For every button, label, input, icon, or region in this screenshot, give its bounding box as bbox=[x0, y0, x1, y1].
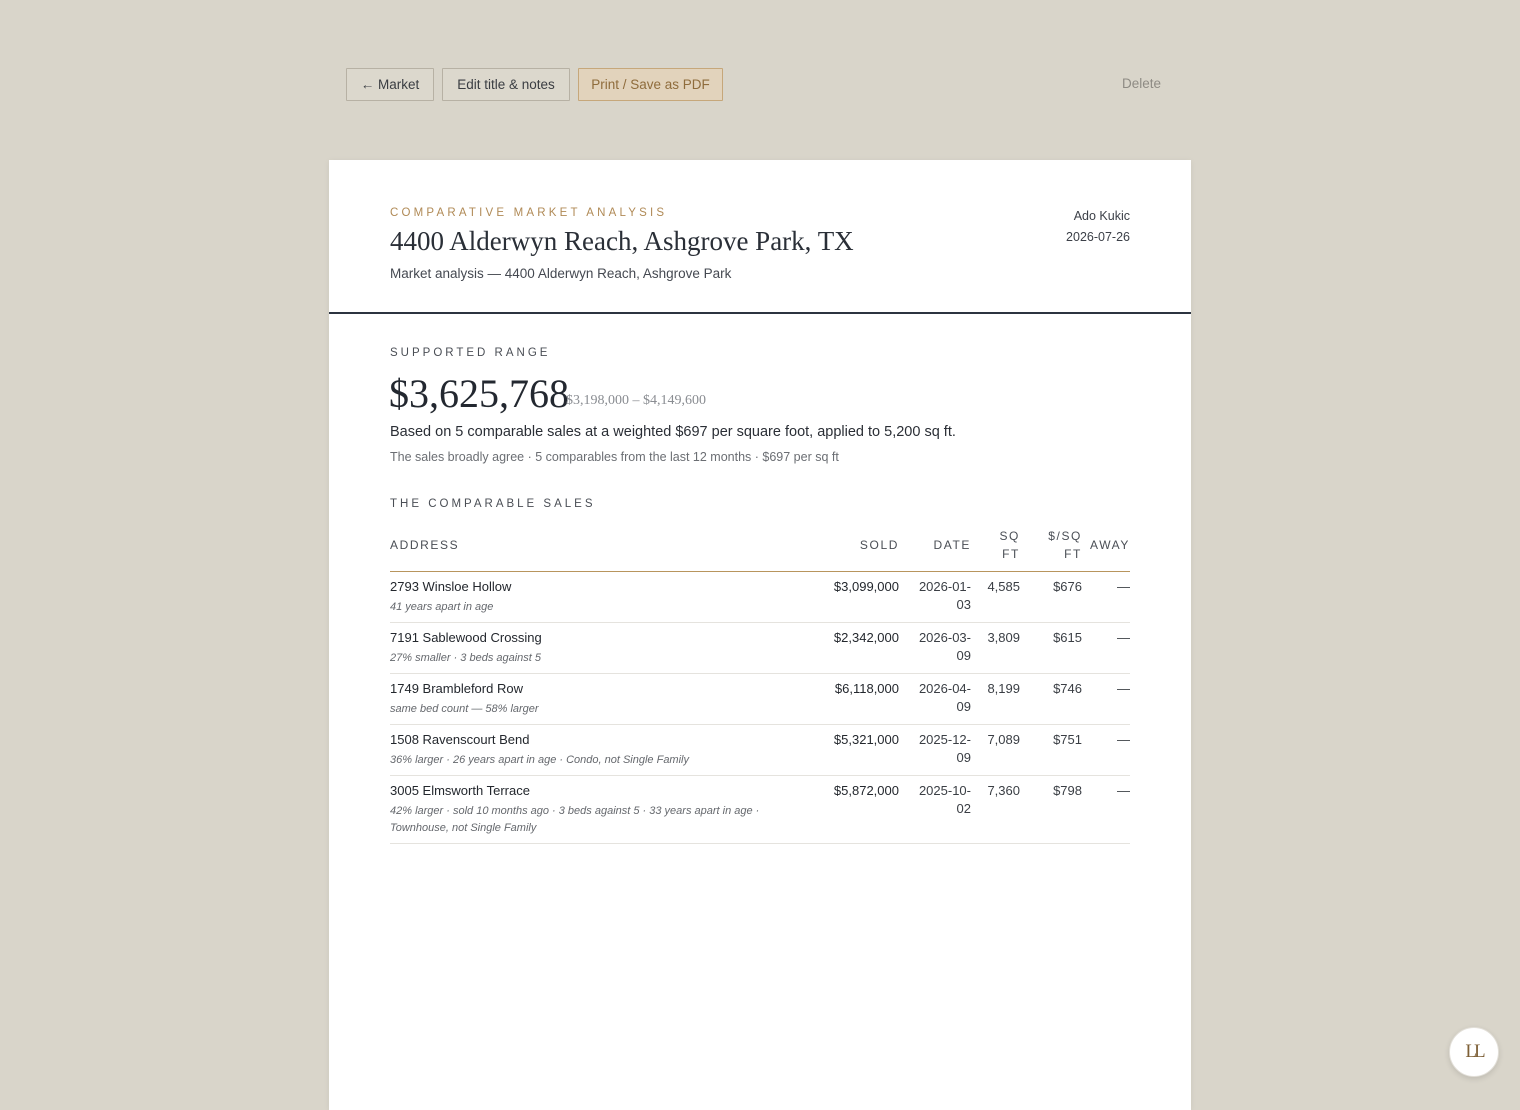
table-row bbox=[390, 674, 1130, 725]
row-away: — bbox=[1117, 681, 1130, 696]
row-sqft: 4,585 bbox=[987, 579, 1020, 594]
table-row bbox=[390, 623, 1130, 674]
header-sold: SOLD bbox=[859, 538, 899, 552]
row-notes: same bed count — 58% larger bbox=[390, 703, 539, 715]
table-row bbox=[390, 776, 1130, 844]
report-header bbox=[329, 160, 1191, 314]
row-away: — bbox=[1117, 732, 1130, 747]
delete-button[interactable]: Delete bbox=[1121, 76, 1161, 91]
row-date: 2025-10-02 bbox=[918, 783, 971, 816]
row-price-per-sqft: $751 bbox=[1053, 732, 1082, 747]
row-sqft: 3,809 bbox=[987, 630, 1020, 645]
valuation-note: The sales broadly agree · 5 comparables from the last 12 months · $697 per sq ft bbox=[390, 450, 839, 464]
row-sqft: 8,199 bbox=[987, 681, 1020, 696]
row-address: 2793 Winsloe Hollow bbox=[390, 579, 512, 594]
toolbar bbox=[346, 68, 1161, 101]
value-range: $3,198,000 – $4,149,600 bbox=[566, 393, 706, 408]
table-row bbox=[390, 725, 1130, 776]
row-sold-price: $5,321,000 bbox=[833, 732, 899, 747]
row-date: 2026-03-09 bbox=[918, 630, 971, 663]
brand-monogram-icon[interactable]: LL bbox=[1449, 1027, 1499, 1077]
row-notes: 42% larger · sold 10 months ago · 3 beds against 5 · 33 years apart in age · Townhouse, not Single Family bbox=[390, 805, 760, 834]
agent-name: Ado Kukic bbox=[1073, 209, 1130, 223]
row-notes: 27% smaller · 3 beds against 5 bbox=[390, 652, 542, 664]
row-sold-price: $6,118,000 bbox=[834, 681, 899, 696]
report-eyebrow: COMPARATIVE MARKET ANALYSIS bbox=[390, 207, 668, 219]
row-address: 3005 Elmsworth Terrace bbox=[390, 783, 530, 798]
row-date: 2026-01-03 bbox=[918, 579, 971, 612]
row-date: 2026-04-09 bbox=[918, 681, 971, 714]
table-header bbox=[390, 526, 1130, 572]
print-save-pdf-button[interactable]: Print / Save as PDF bbox=[578, 68, 723, 101]
header-away: AWAY bbox=[1090, 538, 1130, 552]
row-address: 7191 Sablewood Crossing bbox=[390, 630, 542, 645]
comparable-sales-label: THE COMPARABLE SALES bbox=[390, 498, 596, 510]
report-date: 2026-07-26 bbox=[1066, 230, 1130, 244]
supported-range-label: SUPPORTED RANGE bbox=[390, 347, 551, 359]
row-notes: 36% larger · 26 years apart in age · Condo, not Single Family bbox=[390, 754, 689, 766]
row-sold-price: $2,342,000 bbox=[833, 630, 899, 645]
estimated-value: $3,625,768 bbox=[389, 371, 569, 416]
report-sheet bbox=[329, 160, 1191, 1110]
header-address: ADDRESS bbox=[390, 538, 460, 552]
page-title: 4400 Alderwyn Reach, Ashgrove Park, TX bbox=[390, 226, 854, 256]
row-price-per-sqft: $746 bbox=[1053, 681, 1082, 696]
header-sqft: SQ FT bbox=[999, 529, 1020, 561]
row-address: 1508 Ravenscourt Bend bbox=[390, 732, 530, 747]
row-price-per-sqft: $615 bbox=[1053, 630, 1082, 645]
comparable-sales-table bbox=[390, 526, 1130, 844]
row-sqft: 7,360 bbox=[987, 783, 1020, 798]
row-date: 2025-12-09 bbox=[918, 732, 971, 765]
row-price-per-sqft: $798 bbox=[1053, 783, 1082, 798]
row-notes: 41 years apart in age bbox=[390, 601, 494, 613]
row-price-per-sqft: $676 bbox=[1053, 579, 1082, 594]
row-away: — bbox=[1117, 783, 1130, 798]
row-sold-price: $5,872,000 bbox=[833, 783, 899, 798]
report-subtitle: Market analysis — 4400 Alderwyn Reach, Ashgrove Park bbox=[390, 266, 732, 281]
row-sqft: 7,089 bbox=[987, 732, 1020, 747]
valuation-basis: Based on 5 comparable sales at a weighted $697 per square foot, applied to 5,200 sq ft. bbox=[390, 424, 956, 440]
header-date: DATE bbox=[933, 538, 971, 552]
header-price-per-sqft: $/SQ FT bbox=[1048, 529, 1082, 561]
table-row bbox=[390, 572, 1130, 623]
row-away: — bbox=[1117, 579, 1130, 594]
row-address: 1749 Brambleford Row bbox=[390, 681, 523, 696]
edit-title-notes-button[interactable]: Edit title & notes bbox=[442, 68, 570, 101]
row-sold-price: $3,099,000 bbox=[833, 579, 899, 594]
back-to-market-button[interactable]: ← Market bbox=[346, 68, 434, 101]
row-away: — bbox=[1117, 630, 1130, 645]
